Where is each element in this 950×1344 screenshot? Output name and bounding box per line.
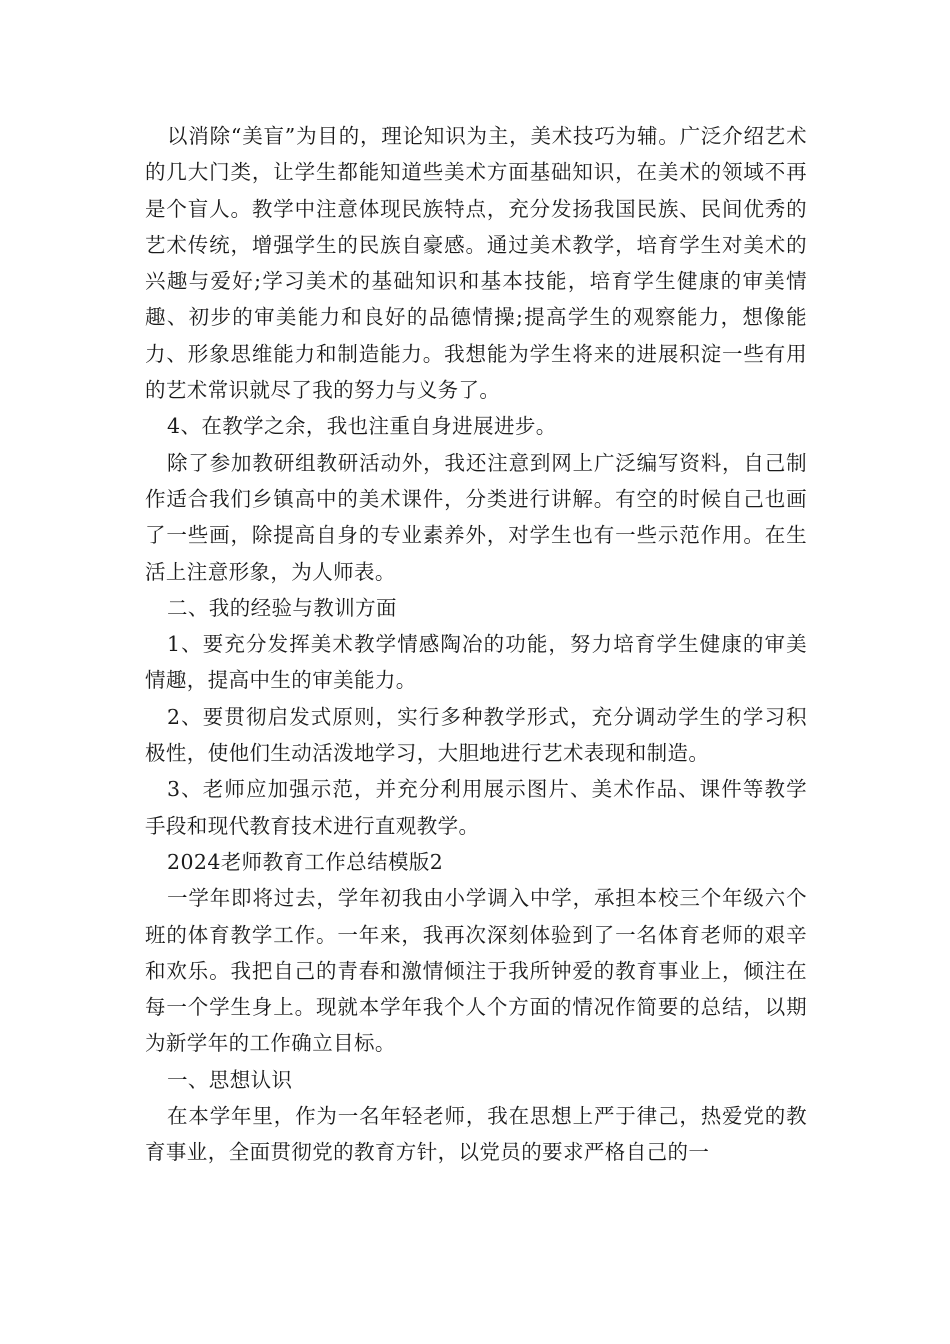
paragraph-year-intro: 一学年即将过去，学年初我由小学调入中学，承担本校三个年级六个班的体育教学工作。一年来，我再次深刻体验到了一名体育老师的艰辛和欢乐。我把自己的青春和激情倾注于我所钟爱的教育事业上，倾注在每一个学生身上。现就本学年我个人个方面的情况作简要的总结，以期为新学年的工作确立目标。 bbox=[145, 886, 807, 1056]
paragraph-experience-1: 1、要充分发挥美术教学情感陶冶的功能，努力培育学生健康的审美情趣，提高中生的审美能力。 bbox=[145, 632, 807, 693]
paragraph-experience-3: 3、老师应加强示范，并充分利用展示图片、美术作品、课件等教学手段和现代教育技术进行直观教学。 bbox=[145, 777, 807, 838]
document-body bbox=[145, 118, 807, 1171]
document-section-title: 2024老师教育工作总结模版2 bbox=[167, 849, 444, 874]
paragraph-thinking: 在本学年里，作为一名年轻老师，我在思想上严于律己，热爱党的教育事业，全面贯彻党的教育方针，以党员的要求严格自己的一 bbox=[145, 1104, 807, 1165]
section-heading-experience: 二、我的经验与教训方面 bbox=[167, 595, 397, 620]
paragraph-experience-2: 2、要贯彻启发式原则，实行多种教学形式，充分调动学生的学习积极性，使他们生动活泼地学习，大胆地进行艺术表现和制造。 bbox=[145, 704, 807, 766]
paragraph-art-education-goals: 以消除“美盲”为目的，理论知识为主，美术技巧为辅。广泛介绍艺术的几大门类，让学生都能知道些美术方面基础知识，在美术的领域不再是个盲人。教学中注意体现民族特点，充分发扬我国民族、民间优秀的艺术传统，增强学生的民族自豪感。通过美术教学，培育学生对美术的兴趣与爱好;学习美术的基础知识和基本技能，培育学生健康的审美情趣、初步的审美能力和良好的品德情操;提高学生的观察能力，想像能力、形象思维能力和制造能力。我想能为学生将来的进展积淀一些有用的艺术常识就尽了我的努力与义务了。 bbox=[145, 124, 807, 403]
paragraph-self-development: 除了参加教研组教研活动外，我还注意到网上广泛编写资料，自己制作适合我们乡镇高中的美术课件，分类进行讲解。有空的时候自己也画了一些画，除提高自身的专业素养外，对学生也有一些示范作用。在生活上注意形象，为人师表。 bbox=[145, 450, 807, 584]
subheading-self-development: 4、在教学之余，我也注重自身进展进步。 bbox=[167, 414, 557, 439]
section-heading-thinking: 一、思想认识 bbox=[167, 1067, 293, 1092]
